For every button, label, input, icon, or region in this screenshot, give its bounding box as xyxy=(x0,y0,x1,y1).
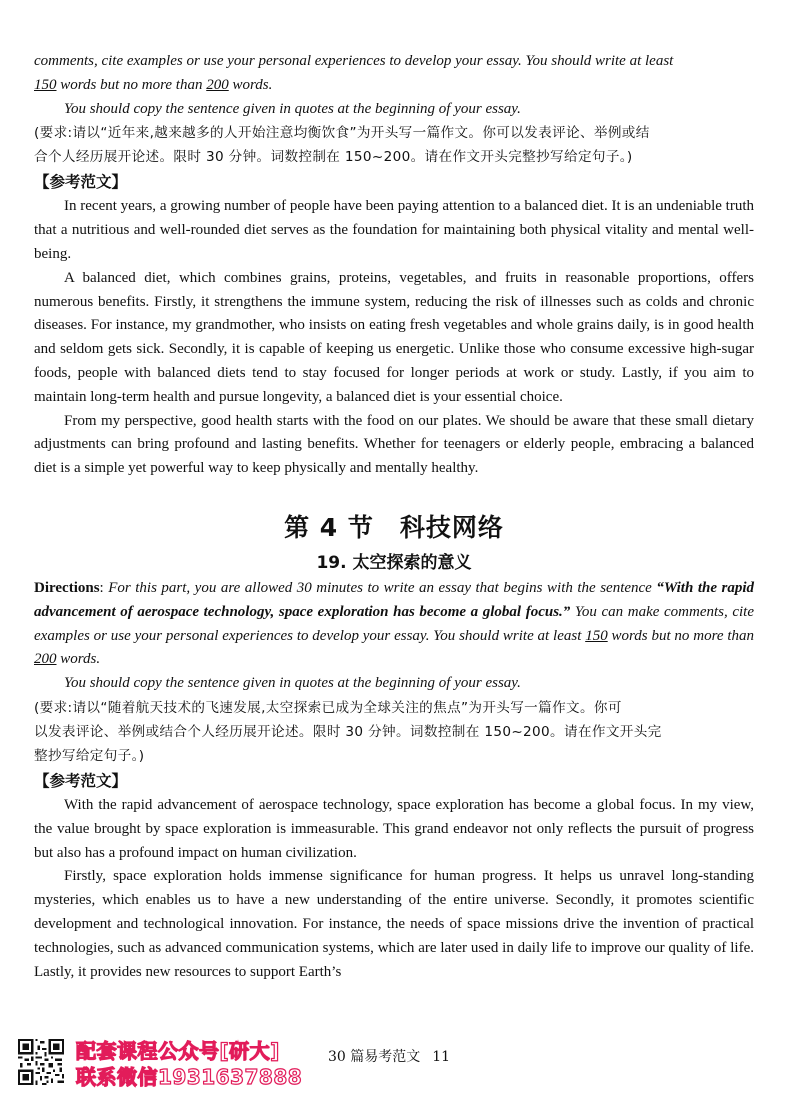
directions-text: words. xyxy=(228,76,273,93)
requirement-line: 以发表评论、举例或结合个人经历展开论述。限时 30 分钟。词数控制在 150~200。请在作文开头完 xyxy=(34,723,662,740)
directions-continued xyxy=(34,50,754,98)
directions-text: You can make comments, cite examples or use your personal experiences to develop your essay. You should write at least xyxy=(34,603,754,644)
essay-paragraph: From my perspective, good health starts with the food on our plates. We should be aware that these small dietary adjustments can bring profound and lasting benefits. Whether for teenagers or elderly people, embracing a balanced diet is a simple yet powerful way to keep physically and mentally healthy. xyxy=(34,412,754,477)
word-min: 150 xyxy=(585,627,608,644)
page-number: 11 xyxy=(432,1049,451,1065)
directions xyxy=(34,577,754,672)
word-max: 200 xyxy=(34,651,57,668)
directions-label: Directions xyxy=(34,579,100,596)
qr-code-icon xyxy=(18,1038,64,1086)
section-title xyxy=(34,511,754,545)
word-max: 200 xyxy=(206,76,229,93)
section-number: 第 4 节 xyxy=(284,512,374,542)
directions-quote: “With the rapid advancement of aerospace technology, space exploration has become a global focus.” xyxy=(34,579,755,620)
requirement-line: 整抄写给定句子。) xyxy=(34,747,145,764)
requirement-note xyxy=(34,121,754,169)
directions-line: comments, cite examples or use your personal experiences to develop your essay. You should write at least xyxy=(34,53,674,69)
essay-paragraph: With the rapid advancement of aerospace technology, space exploration has become a global focus. In my view, the value brought by space exploration is immeasurable. This grand endeavor not only reflects the pursuit of progress but also has a profound impact on human civilization. xyxy=(34,796,754,861)
directions-text: words but no more than xyxy=(607,627,754,644)
requirement-line: 合个人经历展开论述。限时 30 分钟。词数控制在 150~200。请在作文开头完整抄写给定句子。) xyxy=(34,149,633,166)
essay-paragraph: A balanced diet, which combines grains, proteins, vegetables, and fruits in reasonable proportions, offers numerous benefits. Firstly, it strengthens the immune system, reducing the risk of illnesses such as colds and chronic diseases. For instance, my grandmother, who insists on eating fresh vegetables and whole grains daily, is in good health and seldom gets sick. Secondly, it is capable of keeping us energetic. Unlike those who consume excessive high-sugar foods, people with balanced diets tend to stay focused for longer periods at work or study. Lastly, if you aim to maintain long-term health and pursue longevity, a balanced diet is your essential choice. xyxy=(34,269,754,405)
document-page xyxy=(34,50,754,984)
directions-colon: : xyxy=(99,579,109,596)
requirement-line: (要求:请以“随着航天技术的飞速发展,太空探索已成为全球关注的焦点”为开头写一篇作文。你可 xyxy=(34,699,622,716)
sample-heading: 【参考范文】 xyxy=(34,173,128,192)
copy-note: You should copy the sentence given in quotes at the beginning of your essay. xyxy=(64,675,521,692)
watermark-line: 联系微信1931637888 xyxy=(76,1065,303,1089)
page-footer-text xyxy=(328,1046,450,1066)
requirement-line: (要求:请以“近年来,越来越多的人开始注意均衡饮食”为开头写一篇作文。你可以发表评论、举例或结 xyxy=(34,125,650,142)
page-footer xyxy=(18,1038,618,1090)
topic-title: 19. 太空探索的意义 xyxy=(316,552,472,573)
essay-paragraph: In recent years, a growing number of people have been paying attention to a balanced diet. It is an undeniable truth that a nutritious and well-rounded diet serves as the foundation for maintaining both physical vitality and mental well-being. xyxy=(34,198,754,262)
section-name: 科技网络 xyxy=(399,512,504,542)
directions-text: words. xyxy=(56,651,101,668)
copy-note: You should copy the sentence given in quotes at the beginning of your essay. xyxy=(64,100,521,117)
directions-intro: For this part, you are allowed 30 minutes to write an essay that begins with the sentence xyxy=(108,579,652,596)
book-title: 30 篇易考范文 xyxy=(328,1049,421,1065)
directions-text: words but no more than xyxy=(56,76,207,93)
requirement-note xyxy=(34,696,754,768)
essay-paragraph: Firstly, space exploration holds immense significance for human progress. It helps us unravel long-standing mysteries, which enables us to have a new understanding of the entire universe. Secondly, it promotes scientific development and technological innovation. For instance, the needs of space missions drive the invention of practical technologies, such as advanced communication systems, which are later used in daily life to improve our quality of life. Lastly, it provides new resources to support Earth’s xyxy=(34,868,754,980)
watermark-line: 配套课程公众号[研大] xyxy=(76,1039,280,1063)
word-min: 150 xyxy=(34,76,57,93)
sample-heading: 【参考范文】 xyxy=(34,771,128,790)
